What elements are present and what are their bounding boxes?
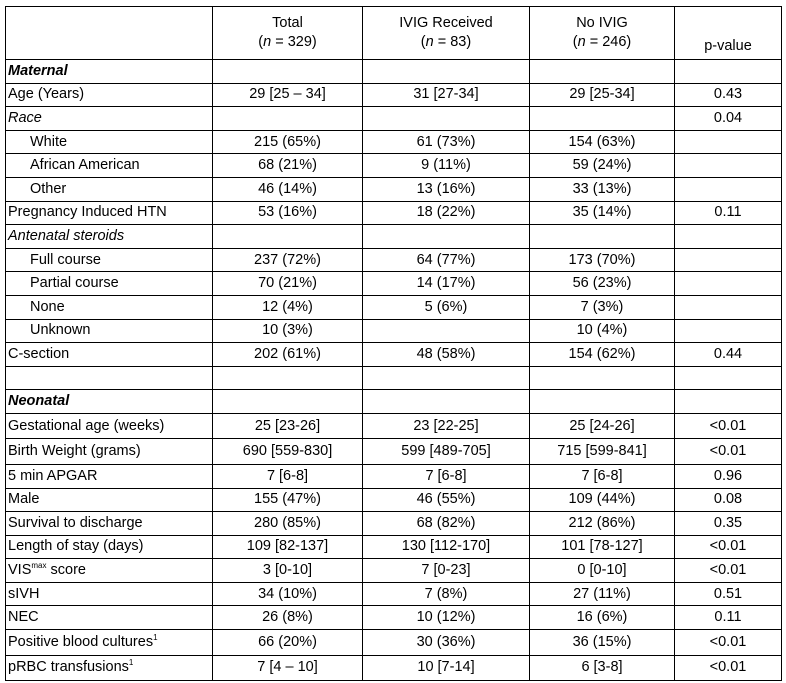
cell-pvalue <box>675 130 782 154</box>
cell-pvalue: <0.01 <box>675 630 782 656</box>
row-label-text: Unknown <box>30 322 91 339</box>
label-superscript: 1 <box>153 632 158 642</box>
cell-pvalue <box>675 319 782 343</box>
row-label-text: VIS <box>8 562 32 579</box>
cell-total: 68 (21%) <box>213 154 363 178</box>
table-row <box>6 154 782 178</box>
row-label-text: Male <box>8 491 40 508</box>
row-label-text: Positive blood cultures <box>8 633 154 650</box>
row-label-text: Birth Weight (grams) <box>8 443 141 460</box>
row-label <box>6 535 213 559</box>
cell-pvalue: 0.11 <box>675 606 782 630</box>
header-blank <box>6 7 213 60</box>
cell-ivig <box>363 225 530 249</box>
cell-pvalue <box>675 225 782 249</box>
cell-noivig: 36 (15%) <box>530 630 675 656</box>
header-ivig: IVIG Received (n = 83) <box>363 7 530 60</box>
cell-ivig: 46 (55%) <box>363 488 530 512</box>
section-neonatal <box>6 390 782 414</box>
table-row <box>6 464 782 488</box>
table-row <box>6 582 782 606</box>
cell-total: 66 (20%) <box>213 630 363 656</box>
empty-cell <box>530 366 675 390</box>
cell-ivig: 23 [22-25] <box>363 413 530 439</box>
cell-total: 237 (72%) <box>213 248 363 272</box>
cell-pvalue: <0.01 <box>675 655 782 681</box>
empty-cell <box>675 390 782 414</box>
label-superscript: 1 <box>128 658 134 668</box>
row-label <box>6 559 213 583</box>
header-noivig-label: No IVIG <box>576 15 628 31</box>
cell-noivig: 109 (44%) <box>530 488 675 512</box>
cell-noivig: 101 [78-127] <box>530 535 675 559</box>
cell-noivig: 56 (23%) <box>530 272 675 296</box>
table-row <box>6 535 782 559</box>
cell-ivig: 10 [7-14] <box>363 655 530 681</box>
row-label <box>6 107 213 131</box>
row-label <box>6 413 213 439</box>
row-label-text: sIVH <box>8 585 40 602</box>
row-label-text: Antenatal steroids <box>8 227 125 244</box>
empty-cell <box>530 60 675 84</box>
empty-cell <box>530 390 675 414</box>
empty-cell <box>213 390 363 414</box>
cell-ivig <box>363 107 530 131</box>
cell-ivig: 18 (22%) <box>363 201 530 225</box>
header-total-label: Total <box>272 15 303 31</box>
cell-total <box>213 107 363 131</box>
row-label-text: Other <box>30 180 67 197</box>
section-title: Neonatal <box>6 390 213 414</box>
table-row <box>6 488 782 512</box>
row-label <box>6 201 213 225</box>
cell-ivig: 48 (58%) <box>363 343 530 367</box>
cell-pvalue: <0.01 <box>675 535 782 559</box>
cell-total: 7 [6-8] <box>213 464 363 488</box>
row-label-text: pRBC transfusions <box>8 659 129 676</box>
cell-noivig: 7 (3%) <box>530 295 675 319</box>
row-label-text: White <box>30 133 68 150</box>
cell-total: 46 (14%) <box>213 177 363 201</box>
row-label-text: C-section <box>8 345 70 362</box>
empty-cell <box>213 366 363 390</box>
empty-cell <box>363 366 530 390</box>
header-noivig: No IVIG (n = 246) <box>530 7 675 60</box>
cell-ivig: 7 [6-8] <box>363 464 530 488</box>
table-row <box>6 606 782 630</box>
cell-total: 155 (47%) <box>213 488 363 512</box>
empty-cell <box>213 60 363 84</box>
row-label <box>6 439 213 465</box>
cell-ivig: 7 (8%) <box>363 582 530 606</box>
table-row <box>6 201 782 225</box>
cell-noivig: 33 (13%) <box>530 177 675 201</box>
table-row <box>6 559 782 583</box>
cell-ivig: 9 (11%) <box>363 154 530 178</box>
cell-total: 215 (65%) <box>213 130 363 154</box>
cell-pvalue <box>675 272 782 296</box>
cell-pvalue: <0.01 <box>675 439 782 465</box>
row-label <box>6 154 213 178</box>
cell-pvalue <box>675 154 782 178</box>
cell-noivig: 16 (6%) <box>530 606 675 630</box>
table-row <box>6 177 782 201</box>
row-label <box>6 295 213 319</box>
cell-noivig: 212 (86%) <box>530 512 675 536</box>
cell-pvalue: 0.43 <box>675 83 782 107</box>
cell-ivig: 61 (73%) <box>363 130 530 154</box>
table-row <box>6 272 782 296</box>
cell-ivig: 31 [27-34] <box>363 83 530 107</box>
empty-cell <box>363 60 530 84</box>
row-label-text: NEC <box>8 609 39 626</box>
cell-pvalue: 0.11 <box>675 201 782 225</box>
cell-noivig: 6 [3-8] <box>530 655 675 681</box>
header-noivig-n: 246 <box>602 34 627 50</box>
table-row <box>6 343 782 367</box>
cell-noivig: 7 [6-8] <box>530 464 675 488</box>
header-ivig-label: IVIG Received <box>399 15 493 31</box>
label-superscript: max <box>31 561 47 571</box>
row-label <box>6 606 213 630</box>
row-label-text: Age (Years) <box>8 86 85 103</box>
cell-pvalue: 0.51 <box>675 582 782 606</box>
cell-noivig: 173 (70%) <box>530 248 675 272</box>
cell-total: 34 (10%) <box>213 582 363 606</box>
cell-pvalue <box>675 177 782 201</box>
table-row <box>6 630 782 656</box>
empty-cell <box>363 390 530 414</box>
section-maternal <box>6 60 782 84</box>
table-row <box>6 83 782 107</box>
cell-total: 53 (16%) <box>213 201 363 225</box>
row-label <box>6 83 213 107</box>
cell-noivig <box>530 107 675 131</box>
table-row <box>6 248 782 272</box>
table-row <box>6 295 782 319</box>
row-label-text: African American <box>30 157 140 174</box>
row-label <box>6 630 213 656</box>
empty-cell <box>675 366 782 390</box>
cell-noivig: 25 [24-26] <box>530 413 675 439</box>
cell-total: 10 (3%) <box>213 319 363 343</box>
cell-total: 70 (21%) <box>213 272 363 296</box>
cell-noivig: 27 (11%) <box>530 582 675 606</box>
row-label <box>6 177 213 201</box>
row-label-text: Gestational age (weeks) <box>8 417 165 434</box>
table-row <box>6 413 782 439</box>
row-label-text: Full course <box>30 251 101 268</box>
table-row <box>6 107 782 131</box>
cell-noivig: 10 (4%) <box>530 319 675 343</box>
cell-total: 109 [82-137] <box>213 535 363 559</box>
row-label-text: None <box>30 298 65 315</box>
cell-ivig: 64 (77%) <box>363 248 530 272</box>
cell-pvalue <box>675 248 782 272</box>
cell-total: 29 [25 – 34] <box>213 83 363 107</box>
cell-total: 280 (85%) <box>213 512 363 536</box>
cell-ivig: 68 (82%) <box>363 512 530 536</box>
header-row <box>6 7 782 60</box>
row-label <box>6 319 213 343</box>
table-row <box>6 512 782 536</box>
cell-total: 202 (61%) <box>213 343 363 367</box>
row-label <box>6 464 213 488</box>
cell-ivig: 130 [112-170] <box>363 535 530 559</box>
row-label-text: Partial course <box>30 275 119 292</box>
cell-pvalue: 0.96 <box>675 464 782 488</box>
cell-total: 25 [23-26] <box>213 413 363 439</box>
empty-cell <box>6 366 213 390</box>
row-label-suffix: score <box>46 562 86 579</box>
cell-ivig <box>363 319 530 343</box>
table-row <box>6 439 782 465</box>
header-total-n: 329 <box>287 34 312 50</box>
row-label-text: 5 min APGAR <box>8 467 98 484</box>
cell-noivig: 59 (24%) <box>530 154 675 178</box>
characteristics-table <box>5 6 782 681</box>
cell-pvalue: 0.35 <box>675 512 782 536</box>
table-row <box>6 655 782 681</box>
spacer-row <box>6 366 782 390</box>
cell-noivig: 35 (14%) <box>530 201 675 225</box>
row-label <box>6 130 213 154</box>
cell-pvalue: 0.08 <box>675 488 782 512</box>
cell-total: 690 [559-830] <box>213 439 363 465</box>
cell-noivig: 715 [599-841] <box>530 439 675 465</box>
cell-ivig: 13 (16%) <box>363 177 530 201</box>
cell-total: 12 (4%) <box>213 295 363 319</box>
cell-ivig: 14 (17%) <box>363 272 530 296</box>
row-label <box>6 272 213 296</box>
empty-cell <box>675 60 782 84</box>
header-ivig-n: 83 <box>450 34 467 50</box>
section-title: Maternal <box>6 60 213 84</box>
row-label <box>6 225 213 249</box>
cell-noivig: 154 (63%) <box>530 130 675 154</box>
table-row <box>6 319 782 343</box>
cell-noivig: 0 [0-10] <box>530 559 675 583</box>
cell-pvalue: <0.01 <box>675 559 782 583</box>
table-row <box>6 225 782 249</box>
cell-ivig: 30 (36%) <box>363 630 530 656</box>
row-label-text: Race <box>8 109 42 126</box>
cell-total <box>213 225 363 249</box>
cell-noivig: 154 (62%) <box>530 343 675 367</box>
header-total: Total (n = 329) <box>213 7 363 60</box>
cell-total: 3 [0-10] <box>213 559 363 583</box>
row-label <box>6 512 213 536</box>
cell-total: 26 (8%) <box>213 606 363 630</box>
table-row <box>6 130 782 154</box>
row-label-text: Length of stay (days) <box>8 538 144 555</box>
row-label <box>6 343 213 367</box>
row-label <box>6 248 213 272</box>
cell-pvalue <box>675 295 782 319</box>
cell-noivig: 29 [25-34] <box>530 83 675 107</box>
cell-total: 7 [4 – 10] <box>213 655 363 681</box>
row-label-text: Survival to discharge <box>8 514 143 531</box>
cell-ivig: 7 [0-23] <box>363 559 530 583</box>
cell-noivig <box>530 225 675 249</box>
row-label <box>6 582 213 606</box>
cell-pvalue: <0.01 <box>675 413 782 439</box>
cell-ivig: 599 [489-705] <box>363 439 530 465</box>
cell-pvalue: 0.44 <box>675 343 782 367</box>
cell-ivig: 10 (12%) <box>363 606 530 630</box>
cell-pvalue: 0.04 <box>675 107 782 131</box>
cell-ivig: 5 (6%) <box>363 295 530 319</box>
header-pvalue: p-value <box>675 7 782 60</box>
row-label-text: Pregnancy Induced HTN <box>8 204 167 221</box>
row-label <box>6 488 213 512</box>
row-label <box>6 655 213 681</box>
